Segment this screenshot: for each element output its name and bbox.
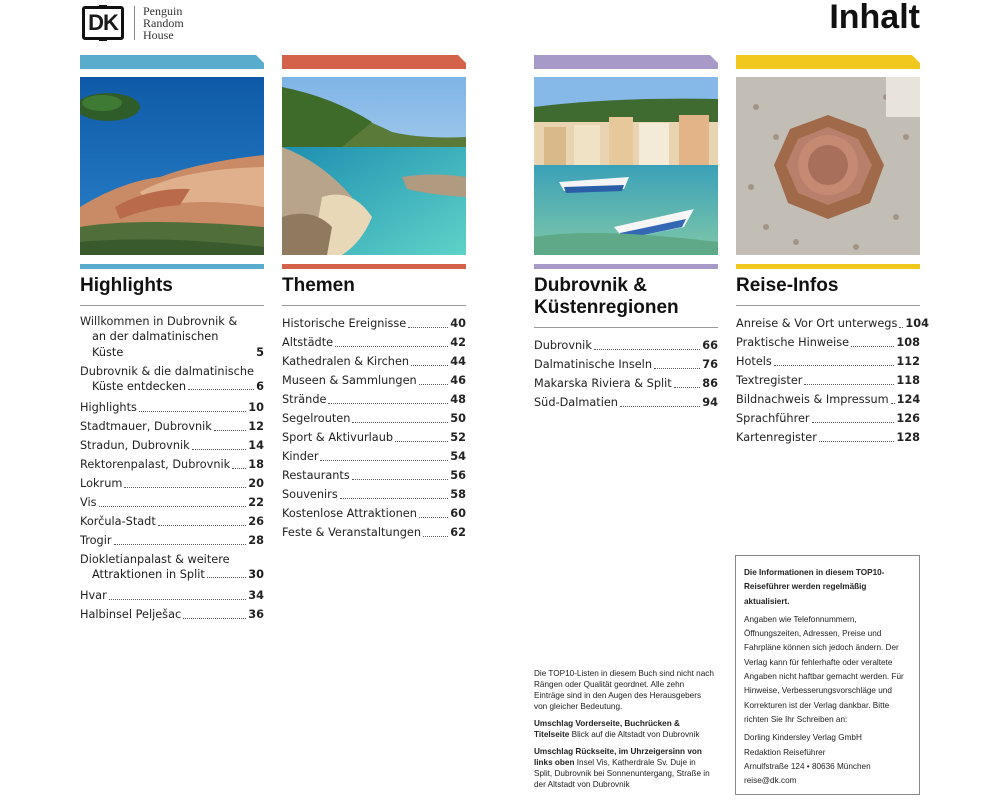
- photo-harbour-boats: [534, 77, 718, 255]
- column-regionen: [534, 55, 718, 412]
- section-heading: Themen: [282, 275, 466, 306]
- toc-entry[interactable]: Kostenlose Attraktionen 60: [282, 507, 466, 520]
- toc-entry[interactable]: Altstädte 42: [282, 336, 466, 349]
- color-rule: [282, 264, 466, 269]
- color-tab: [534, 55, 718, 69]
- publisher-logo: [82, 3, 184, 43]
- toc-entry[interactable]: Dalmatinische Inseln 76: [534, 358, 718, 371]
- info-lead: Die Informationen in diesem TOP10-Reiseführer werden regelmäßig aktualisiert.: [744, 568, 885, 606]
- email-link[interactable]: reise@dk.com: [744, 776, 797, 786]
- color-tab: [282, 55, 466, 69]
- toc-entry[interactable]: Hvar 34: [80, 589, 264, 602]
- toc-entry[interactable]: Stadtmauer, Dubrovnik 12: [80, 420, 264, 433]
- toc-entry[interactable]: Kinder 54: [282, 450, 466, 463]
- toc-entry[interactable]: Hotels 112: [736, 355, 920, 368]
- update-info-box: [735, 555, 920, 795]
- top10-disclaimer: Die TOP10-Listen in diesem Buch sind nicht nach Rängen oder Qualität geordnet. Alle zehn Einträge sind in den Augen des Herausgebers von gleicher Bedeutung.: [534, 669, 714, 711]
- toc-entry[interactable]: Rektorenpalast, Dubrovnik 18: [80, 458, 264, 471]
- section-heading: Dubrovnik & Küstenregionen: [534, 275, 718, 328]
- color-rule: [80, 264, 264, 269]
- cover-back-credit: Umschlag Rückseite, im Uhrzeigersinn von links oben Insel Vis, Katherdrale Sv. Duje in Split, Dubrovnik bei Sonnenuntergang, Straße in der Altstadt von Dubrovnik: [534, 747, 710, 789]
- toc-list-highlights: [80, 314, 264, 624]
- toc-entry[interactable]: Praktische Hinweise 108: [736, 336, 920, 349]
- color-tab: [80, 55, 264, 69]
- photo-dubrovnik-aerial: [80, 77, 264, 255]
- top10-note: [534, 668, 714, 796]
- toc-entry[interactable]: Lokrum 20: [80, 477, 264, 490]
- info-body: Angaben wie Telefonnummern, Öffnungszeiten, Adressen, Preise und Fahrpläne können sich jedoch ändern. Der Verlag kann für fehlerhafte oder veraltete Angaben nicht haftbar gemacht werden. Für Hinweise, Verbesserungsvorschläge und Korrekturen ist der Verlag dankbar. Bitte richten Sie Ihr Schreiben an:: [744, 614, 904, 724]
- toc-entry[interactable]: Trogir 28: [80, 534, 264, 547]
- toc-entry[interactable]: Segelrouten 50: [282, 412, 466, 425]
- color-tab: [736, 55, 920, 69]
- toc-entry[interactable]: Stradun, Dubrovnik 14: [80, 439, 264, 452]
- color-rule: [736, 264, 920, 269]
- toc-entry[interactable]: Highlights 10: [80, 401, 264, 414]
- dk-logo-mark: DK: [82, 6, 124, 40]
- toc-entry[interactable]: Museen & Sammlungen 46: [282, 374, 466, 387]
- logo-divider: [134, 6, 135, 40]
- toc-entry[interactable]: Dubrovnik & die dalmatinische Küste entdecken 6: [80, 365, 264, 393]
- toc-entry[interactable]: Kathedralen & Kirchen 44: [282, 355, 466, 368]
- toc-list-themen: [282, 314, 466, 542]
- toc-entry[interactable]: Historische Ereignisse 40: [282, 317, 466, 330]
- page-title: Inhalt: [829, 0, 920, 36]
- toc-entry[interactable]: Feste & Veranstaltungen 62: [282, 526, 466, 539]
- photo-onofrio-fountain: [736, 77, 920, 255]
- column-reise-infos: [736, 55, 929, 447]
- toc-entry[interactable]: Kartenregister 128: [736, 431, 920, 444]
- section-heading: Reise-Infos: [736, 275, 920, 306]
- publisher-address: Dorling Kindersley Verlag GmbH Redaktion Reiseführer Arnulfstraße 124 • 80636 München reise@dk.com: [744, 731, 911, 788]
- toc-entry[interactable]: Vis 22: [80, 496, 264, 509]
- column-highlights: [80, 55, 264, 624]
- toc-entry[interactable]: Süd-Dalmatien 94: [534, 396, 718, 409]
- toc-entry[interactable]: Willkommen in Dubrovnik & an der dalmatinischen Küste 5: [80, 315, 264, 359]
- section-heading: Highlights: [80, 275, 264, 306]
- toc-entry[interactable]: Anreise & Vor Ort unterwegs 104: [736, 317, 929, 330]
- toc-entry[interactable]: Sport & Aktivurlaub 52: [282, 431, 466, 444]
- photo-beach-cove: [282, 77, 466, 255]
- color-rule: [534, 264, 718, 269]
- toc-entry[interactable]: Textregister 118: [736, 374, 920, 387]
- toc-entry[interactable]: Strände 48: [282, 393, 466, 406]
- toc-list-reise: [736, 314, 929, 447]
- toc-entry[interactable]: Makarska Riviera & Split 86: [534, 377, 718, 390]
- toc-entry[interactable]: Souvenirs 58: [282, 488, 466, 501]
- publisher-name: Penguin Random House: [143, 4, 184, 42]
- toc-entry[interactable]: Diokletianpalast & weitere Attraktionen in Split 30: [80, 553, 264, 581]
- toc-entry[interactable]: Sprachführer 126: [736, 412, 920, 425]
- cover-front-credit: Umschlag Vorderseite, Buchrücken & Titelseite Blick auf die Altstadt von Dubrovnik: [534, 719, 700, 739]
- toc-list-regionen: [534, 336, 718, 412]
- toc-entry[interactable]: Dubrovnik 66: [534, 339, 718, 352]
- toc-entry[interactable]: Korčula-Stadt 26: [80, 515, 264, 528]
- toc-entry[interactable]: Restaurants 56: [282, 469, 466, 482]
- column-themen: [282, 55, 466, 542]
- toc-entry[interactable]: Bildnachweis & Impressum 124: [736, 393, 921, 406]
- toc-entry[interactable]: Halbinsel Pelješac 36: [80, 608, 264, 621]
